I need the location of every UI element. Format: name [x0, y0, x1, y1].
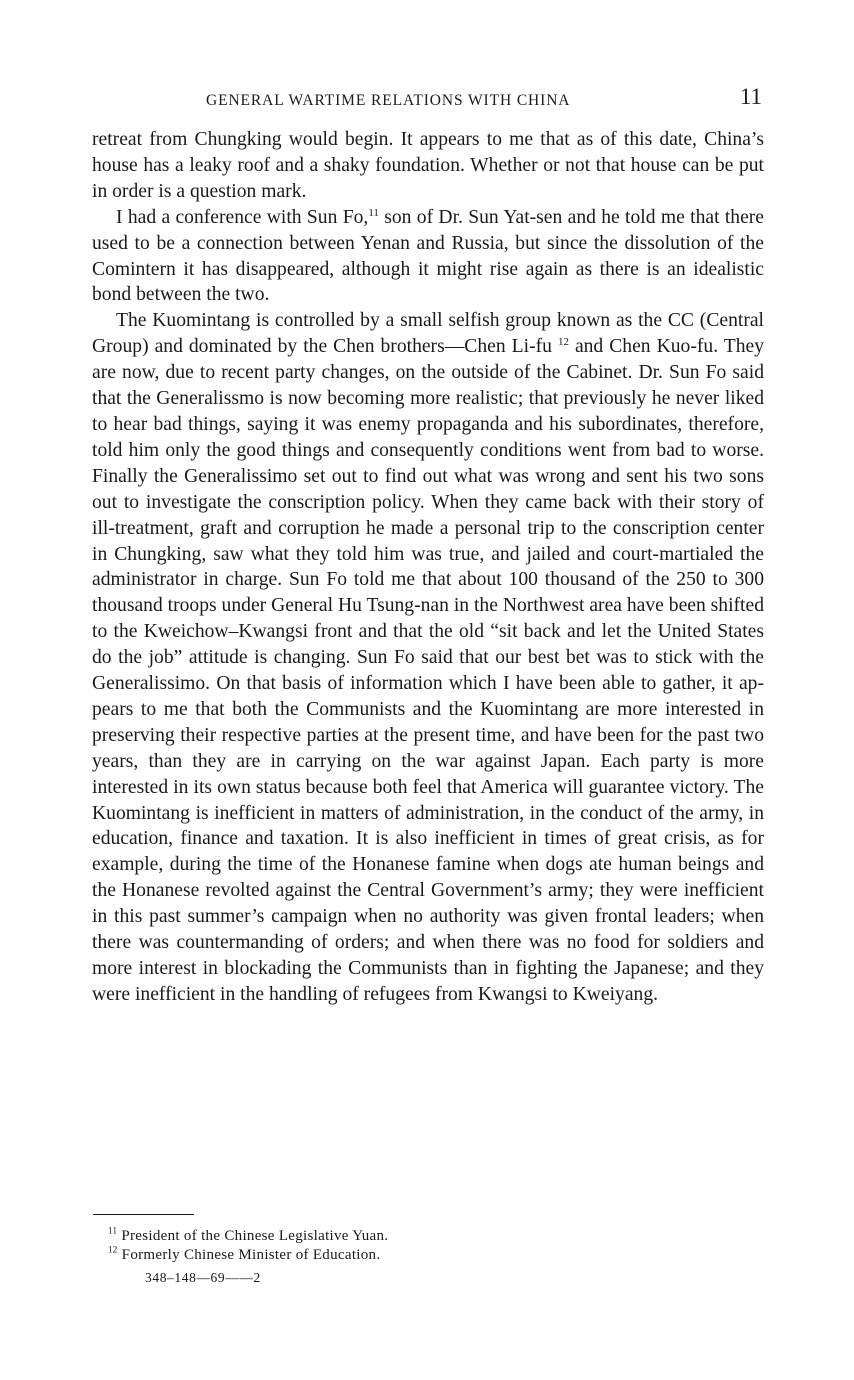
body-text [92, 127, 764, 1008]
paragraph-text: son of Dr. Sun Yat-sen and he told me that there used to be a connection between Yenan and Russia, but since the dissolution of the Comintern it has disappeared, although it might rise again as there is an idealistic bond between the two. [92, 206, 764, 306]
footnote-reference: 11 [368, 206, 379, 219]
page-number: 11 [739, 84, 762, 109]
body-paragraph [92, 205, 764, 309]
running-head-title: GENERAL WARTIME RELATIONS WITH CHINA [206, 92, 571, 109]
body-paragraph [92, 127, 764, 205]
paragraph-text: and Chen Kuo-fu. They are now, due to recent party changes, on the outside of the Cabinet. Dr. Sun Fo said that the Generalissmo is now becoming more realistic; that previously he never liked to hear bad things, saying it was enemy propaganda and his subordinates, therefore, told him only the good things and consequently conditions went from bad to worse. Finally the Generalissimo set out to find out what was wrong and sent his two sons out to investigate the conscription policy. When they came back with their story of ill-treatment, graft and corruption he made a personal trip to the conscription center in Chungking, saw what they told him was true, and jailed and court-martialed the administrator in charge. Sun Fo told me that about 100 thousand of the 250 to 300 thousand troops under General Hu Tsung-nan in the Northwest area have been shifted to the Kweichow–Kwangsi front and that the old “sit back and let the United States do the job” attitude is changing. Sun Fo said that our best bet was to stick with the Generalissimo. On that basis of information which I have been able to gather, it appears to me that both the Communists and the Kuomintang are more interested in preserving their respective parties at the present time, and have been for the past two years, than they are in carrying on the war against Japan. Each party is more interested in its own status because both feel that America will guarantee victory. The Kuomintang is inefficient in matters of administration, in the conduct of the army, in education, finance and taxation. It is also inefficient in times of great crisis, as for example, during the time of the Honanese famine when dogs ate human beings and the Honanese revolted against the Central Government’s army; they were inefficient in this past summer’s campaign when no authority was given frontal leaders; when there was countermanding of orders; and when there was no food for soldiers and more interest in blockading the Communists than in fighting the Japanese; and they were inefficient in the handling of refugees from Kwangsi to Kweiyang. [92, 336, 764, 1005]
footnote-reference: 12 [557, 336, 569, 349]
footnote-marker: 12 [108, 1244, 118, 1255]
running-head [92, 84, 764, 116]
footnotes [108, 1227, 758, 1264]
footnote-marker: 11 [108, 1225, 118, 1236]
paragraph-text: retreat from Chungking would begin. It appears to me that as of this date, China’s house has a leaky roof and a shaky foundation. Whether or not that house can be put in order is a question mark. [92, 129, 764, 202]
paragraph-text: The Kuomintang is controlled by a small selfish group known as the CC (Central Group) and dominated by the Chen brothers—Chen Li-fu [92, 310, 764, 358]
paragraph-text: I had a conference with Sun Fo, [116, 206, 369, 228]
footnote-12 [108, 1246, 758, 1265]
footnote-text: Formerly Chinese Minister of Education. [121, 1246, 381, 1263]
footnote-11 [108, 1227, 758, 1246]
body-paragraph [92, 308, 764, 1007]
footnote-divider [93, 1214, 194, 1215]
footnote-text: President of the Chinese Legislative Yuan. [121, 1228, 389, 1244]
printer-code: 348–148—69——2 [145, 1270, 261, 1285]
